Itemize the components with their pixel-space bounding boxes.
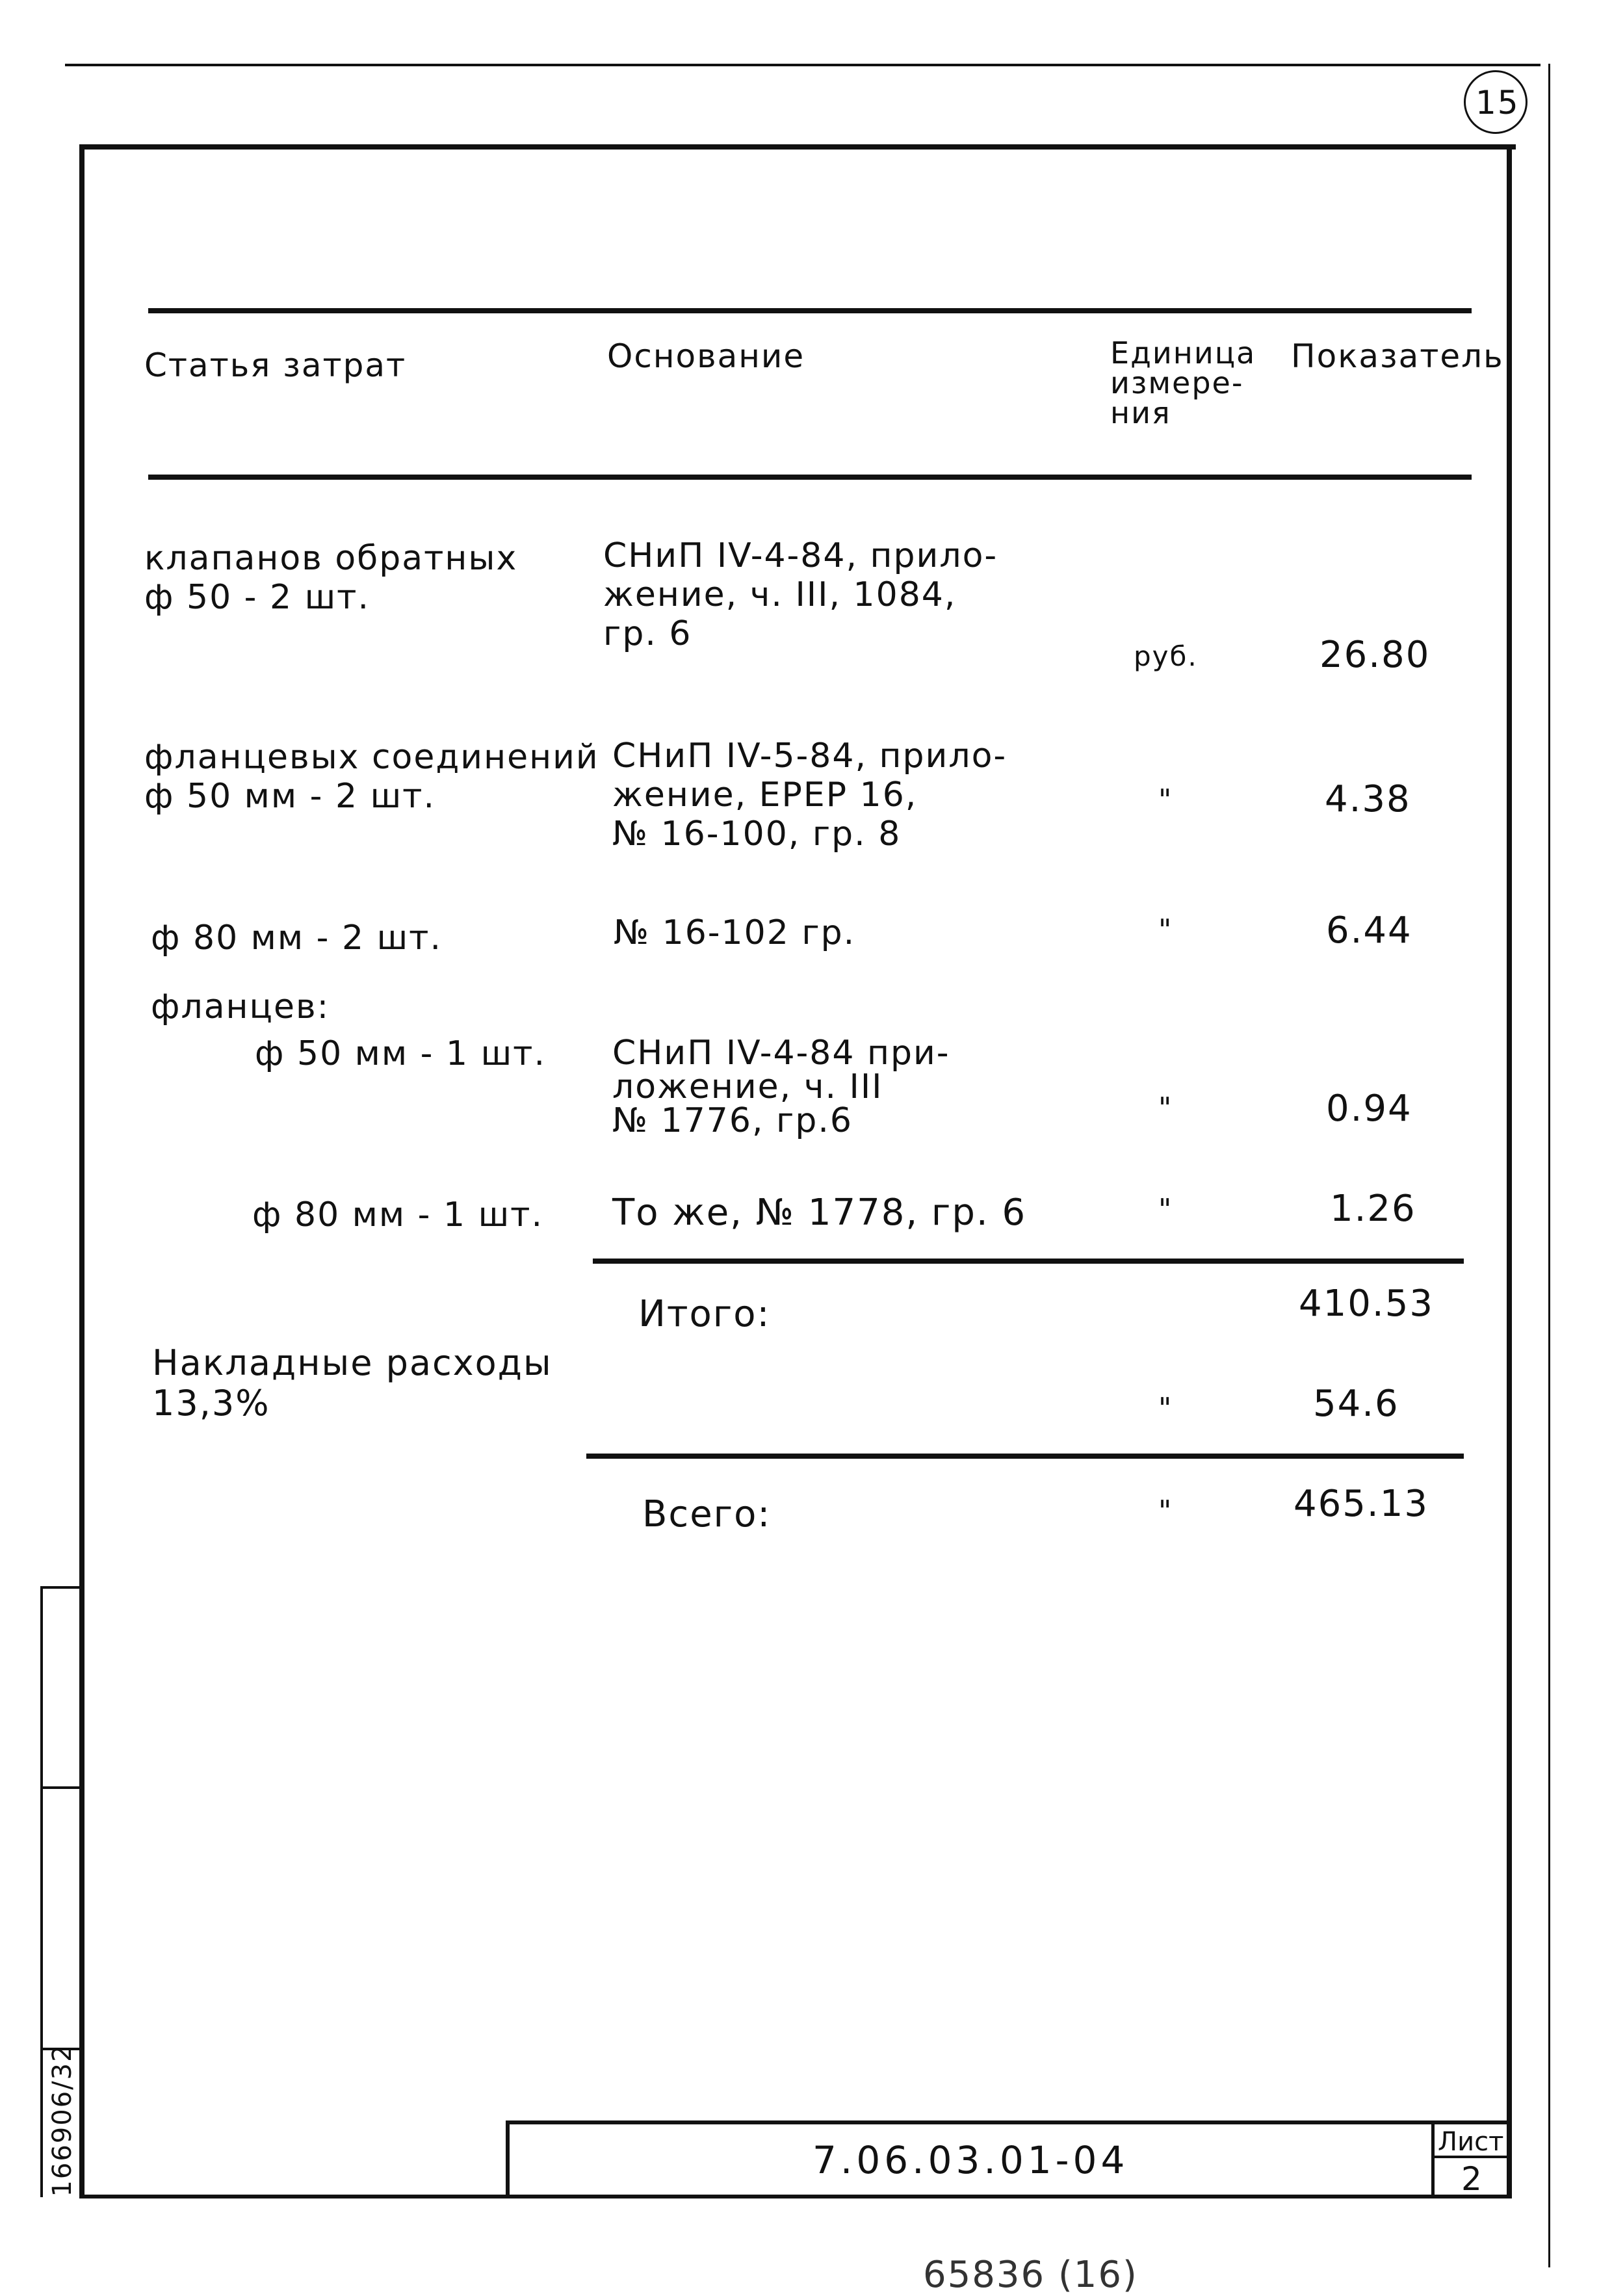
row-3-item: ф 80 мм - 2 шт. <box>151 919 442 958</box>
header-basis: Основание <box>607 337 805 375</box>
overhead-value: 54.6 <box>1313 1383 1399 1425</box>
row-5-basis: СНиП IV-4-84 при- ложение, ч. III № 1776, гр.6 <box>612 1034 950 1140</box>
row-5-value: 0.94 <box>1326 1088 1412 1130</box>
subtotal-value: 410.53 <box>1299 1283 1434 1325</box>
total-label: Всего: <box>642 1493 772 1535</box>
side-code: 166906/32 <box>47 2044 77 2197</box>
row-3-value: 6.44 <box>1326 909 1412 952</box>
sheet-number: 2 <box>1461 2160 1483 2198</box>
side-strip-tick1 <box>40 1586 83 1589</box>
table-top-rule <box>148 308 1472 313</box>
row-5-item: ф 50 мм - 1 шт. <box>255 1034 546 1073</box>
row-1-unit: руб. <box>1134 640 1198 672</box>
row-6-unit: " <box>1158 1193 1173 1226</box>
frame-right <box>1507 144 1512 2198</box>
row-6-value: 1.26 <box>1330 1188 1416 1230</box>
frame-bottom <box>79 2195 1512 2198</box>
row-6-item: ф 80 мм - 1 шт. <box>252 1195 543 1234</box>
side-strip-tick2 <box>40 1786 83 1789</box>
row-4-item: фланцев: <box>151 987 330 1026</box>
frame-outer-right <box>1548 64 1550 2267</box>
stamp-left <box>506 2120 510 2198</box>
frame-top-stub <box>65 64 1540 66</box>
header-value: Показатель <box>1291 337 1504 375</box>
total-unit: " <box>1158 1494 1173 1528</box>
sheet-label: Лист <box>1438 2127 1504 2157</box>
bottom-fragment: 65836 (16) <box>923 2254 1138 2296</box>
subtotal-label: Итого: <box>638 1293 771 1335</box>
header-bottom-rule <box>148 475 1472 480</box>
doc-code: 7.06.03.01-04 <box>812 2138 1129 2182</box>
header-item: Статья затрат <box>144 346 407 384</box>
stamp-sheet-divider-v <box>1431 2120 1435 2198</box>
row-2-basis: СНиП IV-5-84, прило- жение, ЕРЕР 16, № 16-100, гр. 8 <box>612 737 1008 854</box>
row-1-item: клапанов обратных ф 50 - 2 шт. <box>144 539 518 617</box>
row-1-basis: СНиП IV-4-84, прило- жение, ч. III, 1084, гр. 6 <box>603 536 998 653</box>
row-3-unit: " <box>1158 913 1173 946</box>
row-5-unit: " <box>1158 1091 1173 1125</box>
row-2-value: 4.38 <box>1325 778 1411 820</box>
row-6-basis: То же, № 1778, гр. 6 <box>612 1192 1027 1234</box>
row-3-basis: № 16-102 гр. <box>614 913 856 952</box>
frame-top <box>79 144 1516 150</box>
total-value: 465.13 <box>1294 1483 1429 1525</box>
stamp-top <box>506 2120 1511 2124</box>
total-rule <box>586 1454 1464 1459</box>
row-2-unit: " <box>1158 783 1173 816</box>
overhead-unit: " <box>1158 1392 1173 1425</box>
page-number: 15 <box>1476 84 1520 122</box>
side-strip-line <box>40 1586 43 2197</box>
overhead-label: Накладные расходы 13,3% <box>152 1342 552 1424</box>
frame-left <box>79 144 84 2198</box>
subtotal-rule <box>593 1259 1464 1264</box>
row-1-value: 26.80 <box>1320 634 1431 676</box>
header-unit: Единица измере- ния <box>1110 335 1256 430</box>
row-2-item: фланцевых соединений ф 50 мм - 2 шт. <box>144 738 599 816</box>
